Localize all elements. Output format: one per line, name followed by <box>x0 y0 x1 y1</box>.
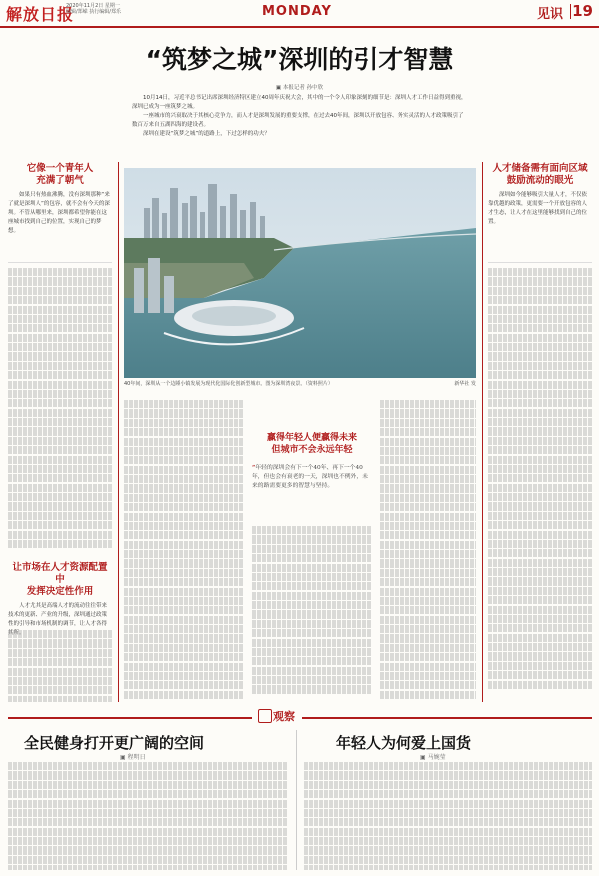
subhead-youth-quote <box>252 464 372 491</box>
caption-text: 40年间，深圳从一个边陲小镇发展为现代化国际化创新型城市。图为深圳湾夜景。（资料照片） <box>124 381 333 387</box>
city-bay-photo <box>124 168 476 378</box>
subhead-market-title: 让市场在人才资源配置中 发挥决定性作用 <box>12 562 108 597</box>
observe-section-header <box>0 706 599 728</box>
body-column-mid-left <box>124 400 244 702</box>
section-name: 见识 <box>536 7 563 22</box>
weekday-label: MONDAY <box>262 4 332 19</box>
bottom-left-title: 全民健身打开更广阔的空间 <box>24 734 205 752</box>
bottom-right-byline: ▣ 马婉莹 <box>420 754 446 761</box>
column-rule <box>482 162 483 702</box>
subhead-youth-title: 赢得年轻人便赢得未来 但城市不会永远年轻 <box>266 433 357 455</box>
body-column-left-bottom <box>8 630 112 702</box>
masthead-separator <box>570 4 571 19</box>
header-rule <box>8 717 252 719</box>
quote-mark-icon: “ <box>252 465 256 471</box>
bottom-left-body <box>8 762 288 870</box>
photo-caption <box>124 380 476 388</box>
column-rule <box>118 162 119 702</box>
body-column-mid-right <box>380 400 476 702</box>
body-column-left <box>8 268 112 558</box>
header-rule <box>302 717 592 719</box>
quote-text: 年轻的深圳会有下一个40年、再下一个40年，但也会有衰老的一天，深圳也不例外，未来的路需要更多的智慧与坚持。 <box>252 465 368 489</box>
observe-icon <box>258 709 272 723</box>
lede-paragraph: 一座城市的兴衰取决于其核心竞争力，而人才是深圳发展的重要支撑，在过去40年间，深圳以开放包容、务实灵活的人才政策吸引了数百万来自五湖四海的建设者。 <box>132 113 464 128</box>
left-sidebar <box>8 163 112 236</box>
sidebar-title: 它像一个青年人 充满了朝气 <box>26 163 94 186</box>
masthead-meta <box>66 3 121 15</box>
sidebar-title: 人才储备需有面向区域 鼓励流动的眼光 <box>492 163 588 186</box>
sidebar-text: 如果只有热血沸腾，没有深圳那种“来了就是深圳人”的包容，就不会有今天的深圳。不管从哪里来，深圳都希望你能在这座城市找到自己的位置，实现自己的梦想。 <box>8 192 110 234</box>
bottom-left-byline: ▣ 程明日 <box>120 754 146 761</box>
newspaper-logo: 解放日报 <box>6 5 75 24</box>
bottom-right-body <box>304 762 592 870</box>
caption-credit: 新华社 发 <box>454 381 476 387</box>
sidebar-text: 深圳如今能够吸引大量人才，不仅依靠优越的政策，更需要一个开放包容的人才生态，让人才在这里能够找到自己的位置。 <box>488 192 588 225</box>
divider <box>8 262 112 263</box>
lede-paragraph: 深圳在建设“筑梦之城”的道路上，下过怎样的功夫？ <box>143 131 270 137</box>
body-column-right <box>488 268 592 702</box>
page-number: 19 <box>572 2 593 20</box>
subhead-market-quote: 人才尤其是高端人才的流动往往带来技术的更新、产业的升级，深圳通过政策性的引导和市场机制的调节，让人才各得其所。 <box>8 603 108 636</box>
article-byline: ▣ 本报记者 孙中欣 <box>275 85 324 91</box>
article-title: “筑梦之城”深圳的引才智慧 <box>145 45 454 74</box>
column-rule <box>296 730 297 870</box>
masthead-editors: 编辑/郑嵘 执行编辑/郑乐 <box>66 9 121 15</box>
divider <box>488 262 592 263</box>
article-lede <box>132 94 468 139</box>
bottom-right-title: 年轻人为何爱上国货 <box>336 734 472 752</box>
right-sidebar <box>488 163 592 227</box>
observe-label: 观察 <box>273 710 295 723</box>
lede-paragraph: 10月14日，习近平总书记出席深圳经济特区建立40周年庆祝大会，其中的一个令人印象深刻的细节是：深圳人才工作日益得到重视，深圳已成为一座筑梦之城。 <box>132 95 467 110</box>
masthead-date: 2020年11月2日 星期一 <box>66 3 120 9</box>
city-bay-illustration <box>124 168 476 378</box>
subhead-market <box>8 562 112 638</box>
body-column-mid <box>252 526 372 702</box>
masthead <box>0 0 599 28</box>
